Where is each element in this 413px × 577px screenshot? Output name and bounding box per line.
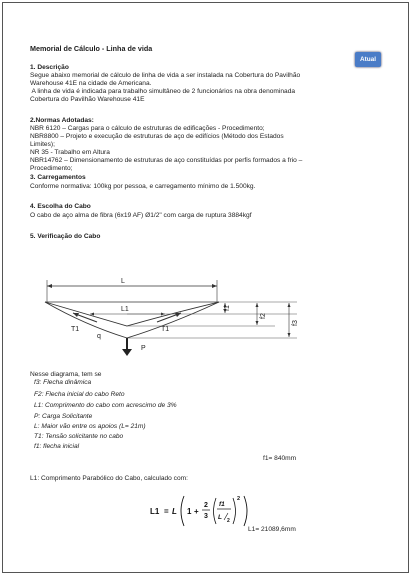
norm-item: Procedimento;	[30, 165, 73, 172]
norm-item: NBR8800 – Projeto e execução de estruturas de aço de edifícios (Método dos Estados	[30, 133, 284, 140]
l1-result: L1= 21089,6mm	[248, 526, 296, 533]
section-1-line: Warehouse 41E na cidade de Americana.	[30, 80, 152, 87]
legend-item: T1: Tensão solicitante no cabo	[34, 433, 124, 440]
norm-item: Limites);	[30, 141, 55, 148]
section-5-heading: 5. Verificação do Cabo	[30, 233, 101, 240]
formula-exp: 2	[237, 496, 241, 502]
section-1-line: Cobertura do Pavilhão Warehouse 41E	[30, 96, 145, 103]
label-f3: f3	[292, 320, 299, 326]
section-1-line: Segue abaixo memorial de cálculo de linha de vida a ser instalada na Cobertura do Pavilhão	[30, 72, 301, 79]
norm-item: NBR14762 – Dimensionamento de estruturas de aço constituídas por perfis formados a frio –	[30, 157, 303, 164]
section-3-line: Conforme normativa: 100kg por pessoa, e carregamento mínimo de 1.500kg.	[30, 183, 256, 190]
label-f1: f1	[224, 305, 231, 311]
legend-item: f1: flecha inicial	[34, 443, 80, 450]
section-3-heading: 3. Carregamentos	[30, 174, 86, 181]
legend-item: f3: Flecha dinâmica	[34, 379, 92, 386]
section-1-line: A linha de vida é indicada para trabalho simultâneo de 2 funcionários na obra denominada	[30, 88, 296, 95]
label-L1: L1	[121, 306, 129, 313]
formula-three: 3	[204, 513, 208, 520]
norm-item: NBR 6120 – Cargas para o cálculo de estruturas de edificações - Procedimento;	[30, 125, 265, 132]
label-q: q	[97, 333, 101, 340]
section-1-heading: 1. Descrição	[30, 64, 69, 71]
formula-L: L	[172, 507, 177, 516]
formula-den2: 2	[227, 518, 230, 524]
document-title: Memorial de Cálculo - Linha de vida	[30, 44, 153, 53]
section-4-heading: 4. Escolha do Cabo	[30, 203, 91, 210]
legend-item: L1: Comprimento do cabo com acrescimo de 3%	[34, 402, 177, 409]
legend-intro: Nesse diagrama, tem se	[30, 371, 102, 378]
formula-Lnum: L	[218, 514, 222, 521]
l1-intro: L1: Comprimento Parabólico do Cabo, calculado com:	[30, 475, 188, 482]
formula-f1: f1	[219, 501, 225, 508]
formula-plus: +	[194, 507, 199, 516]
label-P: P	[141, 345, 146, 352]
norm-item: NR 35 - Trabalho em Altura	[30, 149, 110, 156]
update-button[interactable]: Atual	[355, 52, 381, 67]
label-f2: f2	[260, 313, 267, 319]
label-T1-left: T1	[71, 326, 80, 333]
f1-result: f1= 840mm	[263, 455, 297, 462]
formula-lhs: L1	[150, 507, 160, 516]
label-T1-right: T1	[161, 326, 170, 333]
formula-eq: =	[164, 507, 169, 516]
formula-two: 2	[204, 502, 208, 509]
legend-item: P: Carga Solicitante	[34, 413, 93, 420]
label-L: L	[121, 278, 125, 285]
formula-one: 1	[187, 507, 192, 516]
section-2-heading: 2.Normas Adotadas:	[30, 117, 94, 124]
section-4-line: O cabo de aço alma de fibra (6x19 AF) Ø1/2" com carga de ruptura 3884kgf	[30, 212, 252, 219]
cable-diagram	[35, 270, 305, 366]
legend-item: F2: Flecha inicial do cabo Reto	[34, 391, 125, 398]
legend-item: L: Maior vão entre os apoios (L= 21m)	[34, 423, 146, 430]
